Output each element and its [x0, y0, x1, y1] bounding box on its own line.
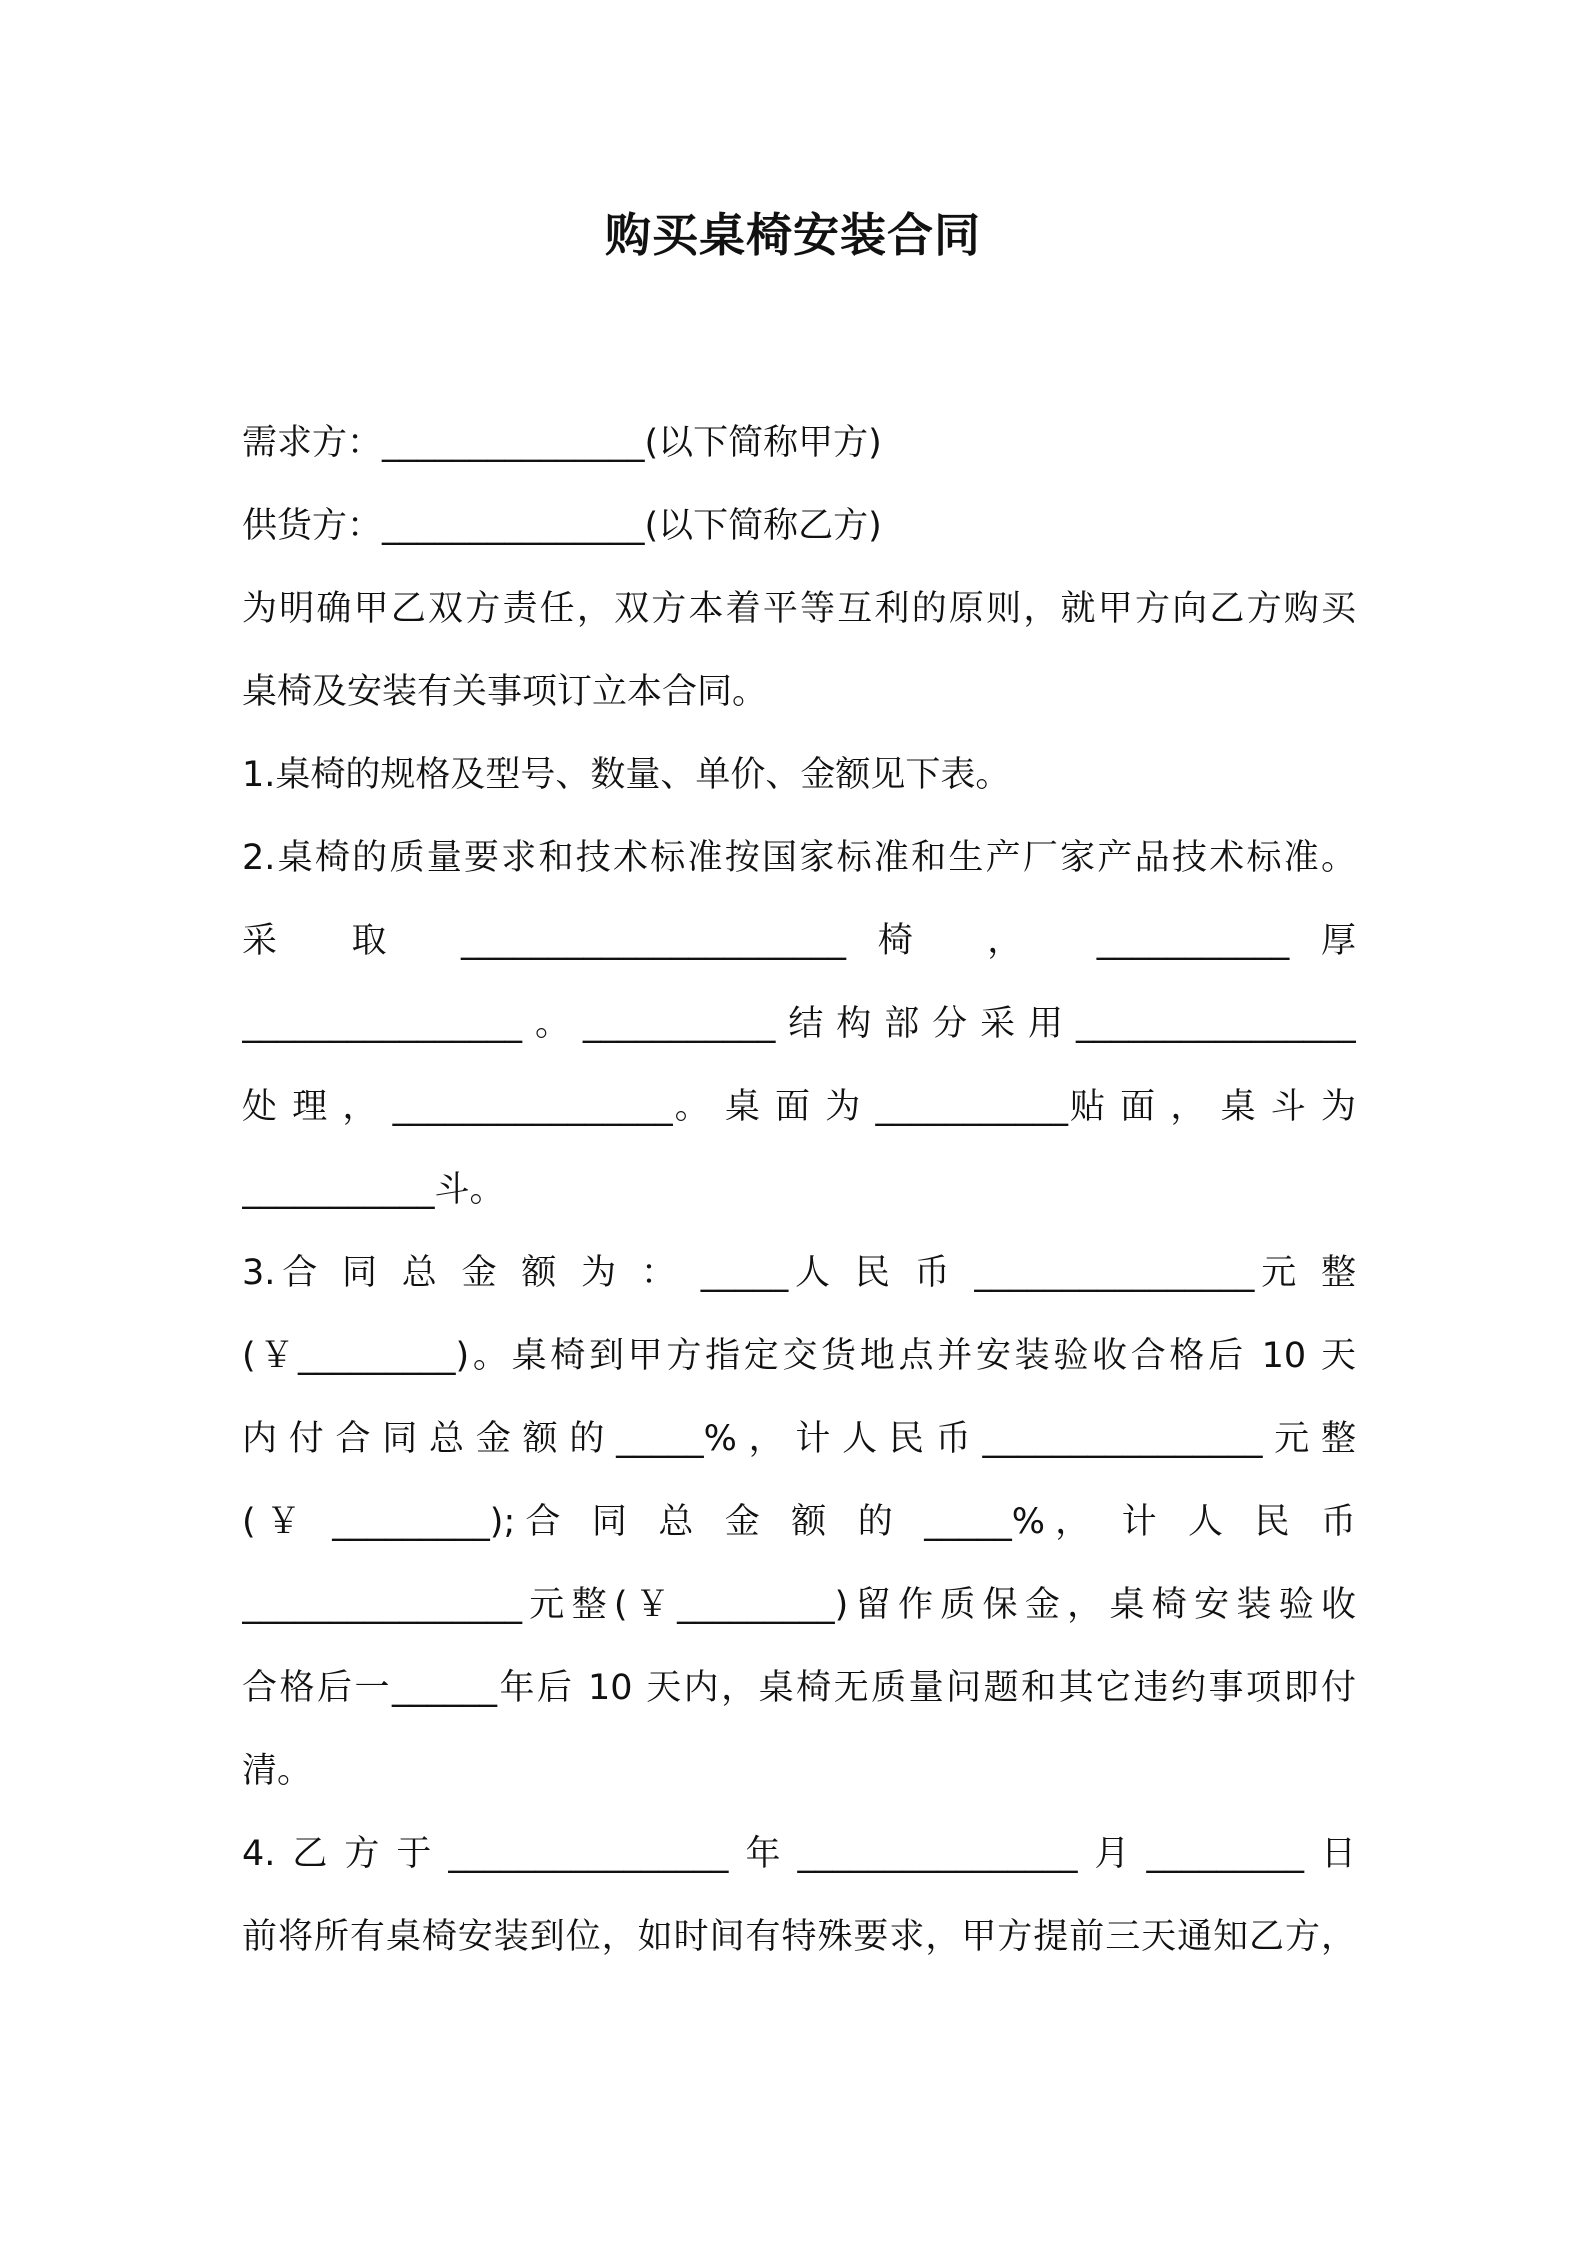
line-clause-2-surface: 处 理 ， ________________。 桌 面 为 ___________贴 面 ， 桌 斗 为 [242, 1087, 1356, 1127]
line-clause-3-settle: 合格后一______年后 10 天内，桌椅无质量问题和其它违约事项即付 [242, 1668, 1356, 1708]
line-clause-3-retention: (￥ _________);合 同 总 金 额 的 _____%， 计 人 民 币 [242, 1502, 1356, 1542]
line-clause-1: 1.桌椅的规格及型号、数量、单价、金额见下表。 [242, 755, 1011, 795]
line-preamble-2: 桌椅及安装有关事项订立本合同。 [242, 672, 768, 712]
line-clause-3-payment: (￥_________)。桌椅到甲方指定交货地点并安装验收合格后 10 天 [242, 1336, 1356, 1376]
line-clause-3-warranty: ________________元整(￥_________)留作质保金，桌椅安装验收 [242, 1585, 1356, 1625]
document-title: 购买桌椅安装合同 [605, 208, 981, 262]
line-demand-party: 需求方：_______________(以下简称甲方) [242, 423, 882, 463]
line-clause-4-install: 前将所有桌椅安装到位，如时间有特殊要求，甲方提前三天通知乙方， [242, 1917, 1356, 1957]
line-clause-2-material: 采 取 ______________________椅 ， ___________厚 [242, 921, 1356, 961]
line-supply-party: 供货方：_______________(以下简称乙方) [242, 506, 882, 546]
line-clause-2-drawer: ___________斗。 [242, 1170, 505, 1210]
line-clause-3-end: 清。 [242, 1751, 313, 1791]
line-clause-2-structure: ________________。___________结构部分采用________________ [242, 1004, 1356, 1044]
line-clause-3-total: 3.合 同 总 金 额 为 ： _____人 民 币 ________________元 整 [242, 1253, 1356, 1293]
line-clause-4-date: 4.乙方于________________年________________月_________日 [242, 1834, 1356, 1874]
document-body [242, 402, 1356, 1979]
line-clause-3-percent: 内付合同总金额的_____%，计人民币________________元整 [242, 1419, 1356, 1459]
line-clause-2: 2.桌椅的质量要求和技术标准按国家标准和生产厂家产品技术标准。 [242, 838, 1356, 878]
line-preamble-1: 为明确甲乙双方责任，双方本着平等互利的原则，就甲方向乙方购买 [242, 589, 1356, 629]
